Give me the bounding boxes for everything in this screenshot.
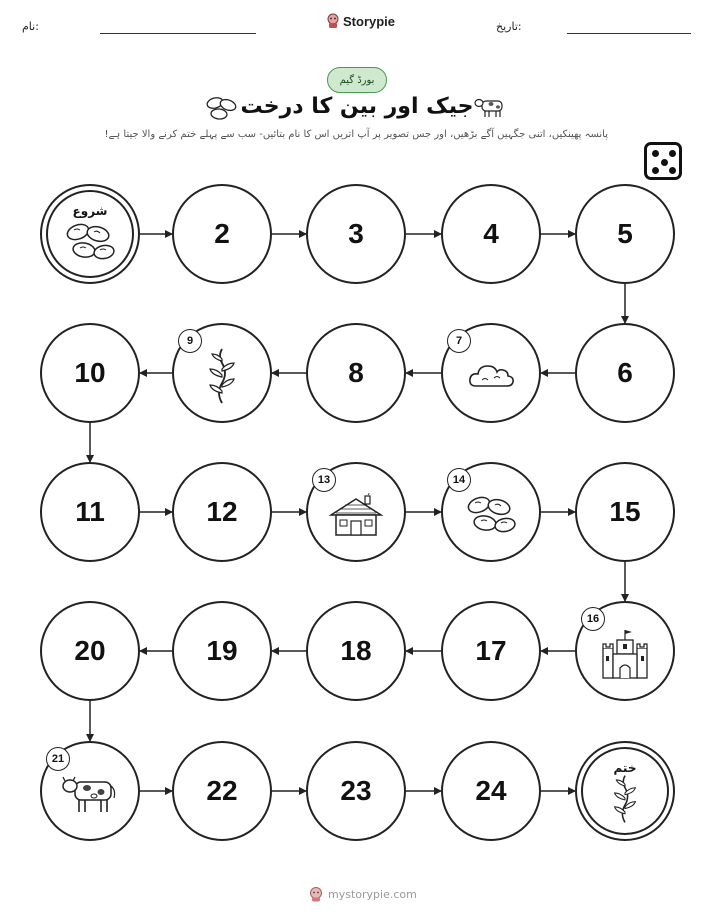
footer xyxy=(308,886,417,902)
board-game-badge: بورڈ گیم xyxy=(327,67,387,93)
board-space-picture xyxy=(172,323,272,423)
finish-label: ختم xyxy=(613,761,637,775)
space-number-badge: 21 xyxy=(46,747,70,771)
board-space-picture xyxy=(40,741,140,841)
board-space-picture xyxy=(441,462,541,562)
board-space xyxy=(306,323,406,423)
page-title: جیک اور بین کا درخت xyxy=(240,94,474,119)
space-number: 22 xyxy=(206,775,238,806)
beans-icon xyxy=(463,493,519,541)
space-number-badge: 13 xyxy=(312,468,336,492)
brand-name: Storypie xyxy=(343,13,396,29)
cottage-icon xyxy=(328,493,384,541)
name-label: نام: xyxy=(22,20,39,33)
board-space xyxy=(306,601,406,701)
footer-logo-icon xyxy=(308,886,324,902)
start-label: شروع xyxy=(72,204,108,218)
board-space xyxy=(441,601,541,701)
board-space-picture xyxy=(575,601,675,701)
board-space xyxy=(40,462,140,562)
board-space xyxy=(172,741,272,841)
space-number-badge: 14 xyxy=(447,468,471,492)
space-number: 4 xyxy=(483,218,499,249)
beanstalk-icon xyxy=(612,770,638,832)
space-number: 24 xyxy=(475,775,507,806)
board-space xyxy=(172,462,272,562)
space-number-badge: 16 xyxy=(581,607,605,631)
castle-icon xyxy=(600,628,650,684)
board-space xyxy=(441,184,541,284)
cow-icon xyxy=(61,772,119,820)
space-number: 3 xyxy=(348,218,364,249)
space-number: 5 xyxy=(617,218,633,249)
space-number: 15 xyxy=(609,496,641,527)
board-space-picture xyxy=(306,462,406,562)
space-number: 18 xyxy=(340,635,372,666)
board-space xyxy=(172,184,272,284)
space-number: 23 xyxy=(340,775,372,806)
space-number: 8 xyxy=(348,357,364,388)
cloud-icon xyxy=(468,360,514,396)
board-space xyxy=(306,184,406,284)
board-space xyxy=(575,462,675,562)
space-number-badge: 9 xyxy=(178,329,202,353)
beanstalk-icon xyxy=(207,347,237,409)
date-label: تاریخ: xyxy=(496,20,522,33)
board-space xyxy=(575,323,675,423)
board-space xyxy=(441,741,541,841)
space-number: 12 xyxy=(206,496,238,527)
space-number: 10 xyxy=(74,357,106,388)
board-space xyxy=(40,323,140,423)
space-number: 19 xyxy=(206,635,238,666)
space-number: 6 xyxy=(617,357,633,388)
space-number: 11 xyxy=(75,496,105,527)
footer-url: mystorypie.com xyxy=(328,887,417,901)
space-number: 17 xyxy=(475,635,507,666)
board-space xyxy=(172,601,272,701)
instructions: پانسہ پھینکیں، اتنی جگہیں آگے بڑھیں، اور جس تصویر پر آپ اتریں اس کا نام بتائیں- سب سے پہلے ختم کرنے والا جیتا ہے! xyxy=(104,129,608,140)
start-space xyxy=(40,184,140,284)
board-space-picture xyxy=(441,323,541,423)
finish-space xyxy=(575,741,675,841)
board-space xyxy=(575,184,675,284)
board-space xyxy=(306,741,406,841)
space-number: 20 xyxy=(74,635,106,666)
space-number-badge: 7 xyxy=(447,329,471,353)
beans-icon xyxy=(62,220,118,268)
space-number: 2 xyxy=(214,218,230,249)
board-space xyxy=(40,601,140,701)
